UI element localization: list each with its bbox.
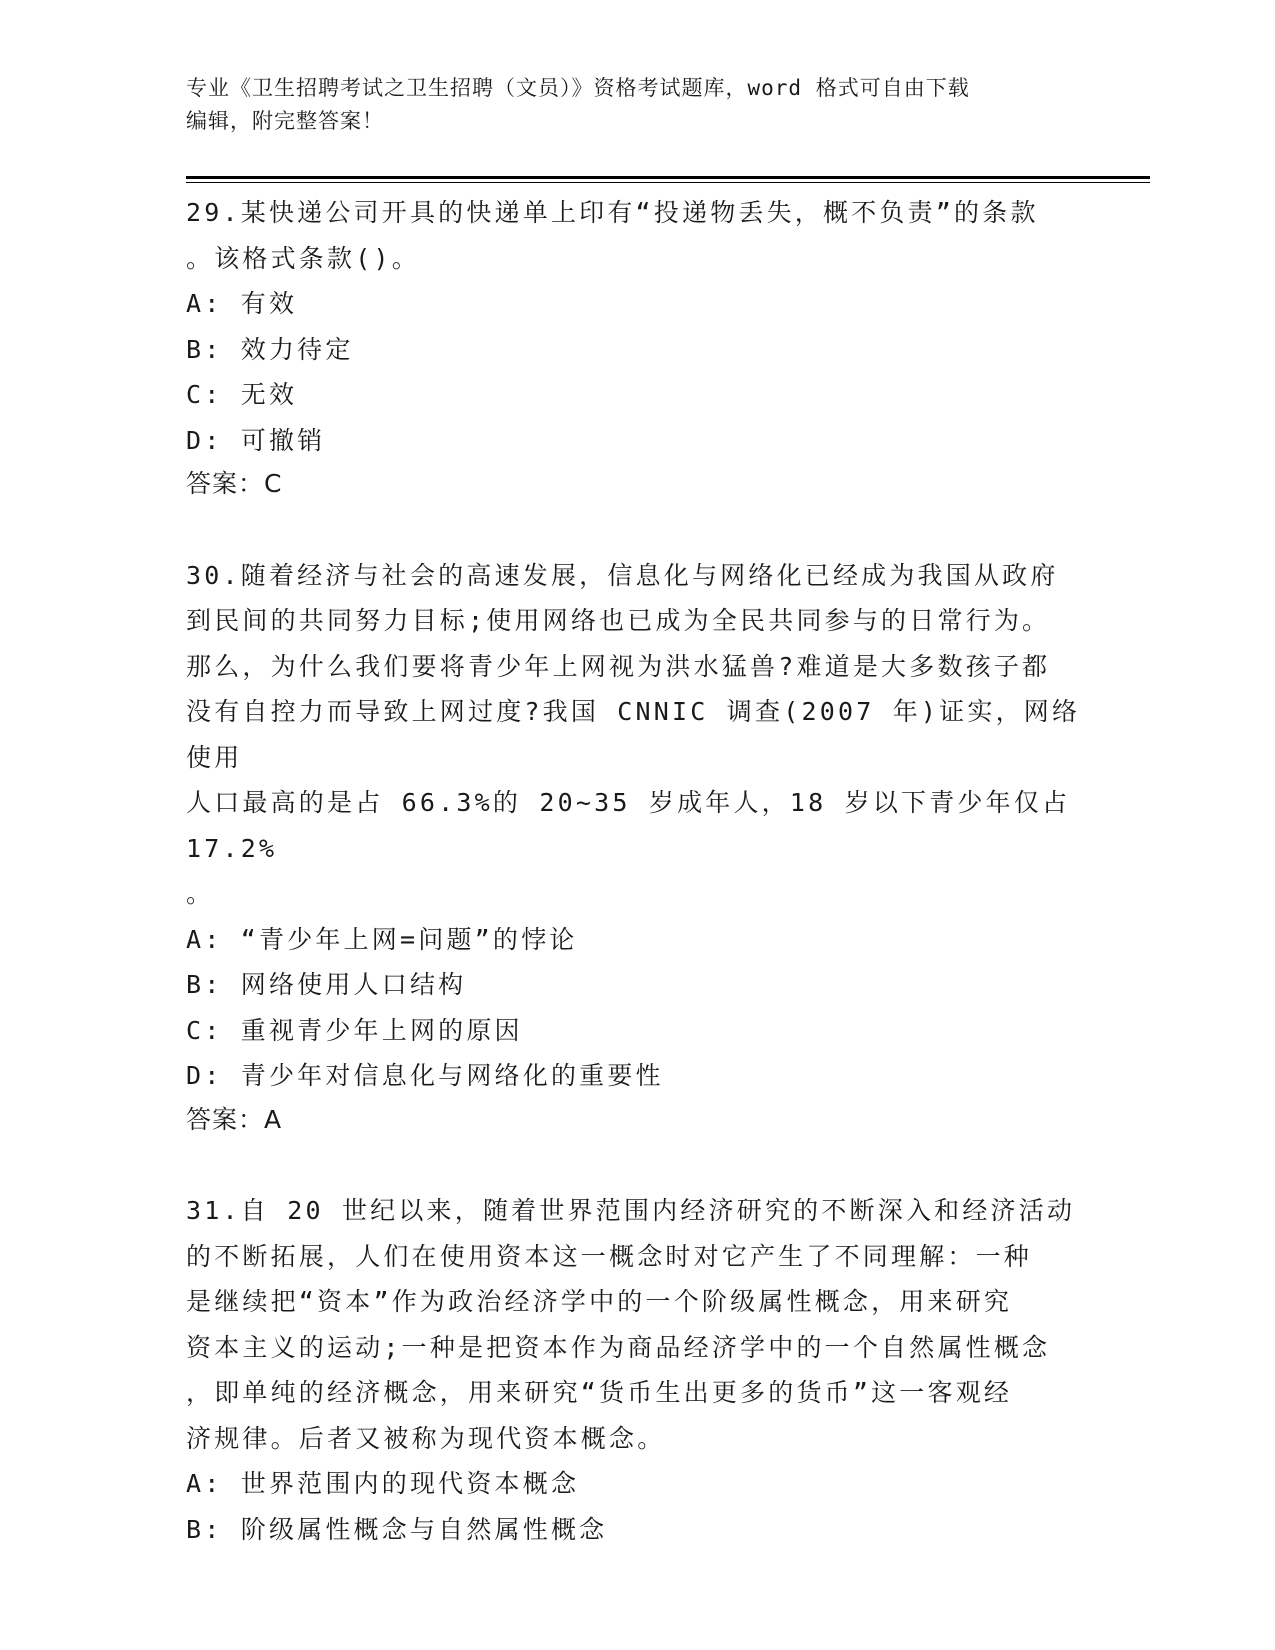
header-line-1: 专业《卫生招聘考试之卫生招聘（文员）》资格考试题库，word 格式可自由下载 — [186, 76, 970, 100]
question-30 — [186, 553, 1086, 1143]
option-c: C: 重视青少年上网的原因 — [186, 1015, 523, 1045]
document-header — [186, 72, 1066, 138]
option-d: D: 青少年对信息化与网络化的重要性 — [186, 1061, 664, 1090]
question-text: 31.自 20 世纪以来，随着世界范围内经济研究的不断深入和经济活动 的不断拓展，人们在使用资本这一概念时对它产生了不同理解：一种 是继续把“资本”作为政治经济学中的一个阶级属性概念，用来研究 资本主义的运动;一种是把资本作为商品经济学中的一个自然属性概念 ，即单纯的经济概念，用来研究“货币生出更多的货币”这一客观经 济规律。后者又被称为现代资本概念。 — [186, 1196, 1076, 1453]
option-b: B: 阶级属性概念与自然属性概念 — [186, 1514, 608, 1544]
question-31 — [186, 1188, 1086, 1552]
answer-line: 答案：C — [186, 469, 283, 498]
header-divider-thick — [186, 176, 1150, 179]
question-list — [186, 190, 1086, 1598]
header-line-2: 编辑，附完整答案！ — [186, 109, 384, 133]
question-text: 30.随着经济与社会的高速发展，信息化与网络化已经成为我国从政府 到民间的共同努力目标;使用网络也已成为全民共同参与的日常行为。 那么，为什么我们要将青少年上网视为洪水猛兽?难道是大多数孩子都 没有自控力而导致上网过度?我国 CNNIC 调查(2007 年)证实，网络使用 人口最高的是占 66.3%的 20~35 岁成年人，18 岁以下青少年仅占 17.2% 。 — [186, 560, 1081, 908]
question-text: 29.某快递公司开具的快递单上印有“投递物丢失，概不负责”的条款 。该格式条款()。 — [186, 198, 1039, 273]
header-divider-thin — [186, 182, 1150, 183]
option-a: A: 有效 — [186, 289, 298, 318]
option-b: B: 网络使用人口结构 — [186, 970, 467, 999]
option-a: A: 世界范围内的现代资本概念 — [186, 1469, 580, 1498]
question-29 — [186, 190, 1086, 507]
option-c: C: 无效 — [186, 380, 298, 409]
answer-line: 答案：A — [186, 1104, 283, 1134]
option-d: D: 可撤销 — [186, 425, 326, 455]
option-a: A: “青少年上网=问题”的悖论 — [186, 924, 578, 954]
option-b: B: 效力待定 — [186, 334, 354, 364]
